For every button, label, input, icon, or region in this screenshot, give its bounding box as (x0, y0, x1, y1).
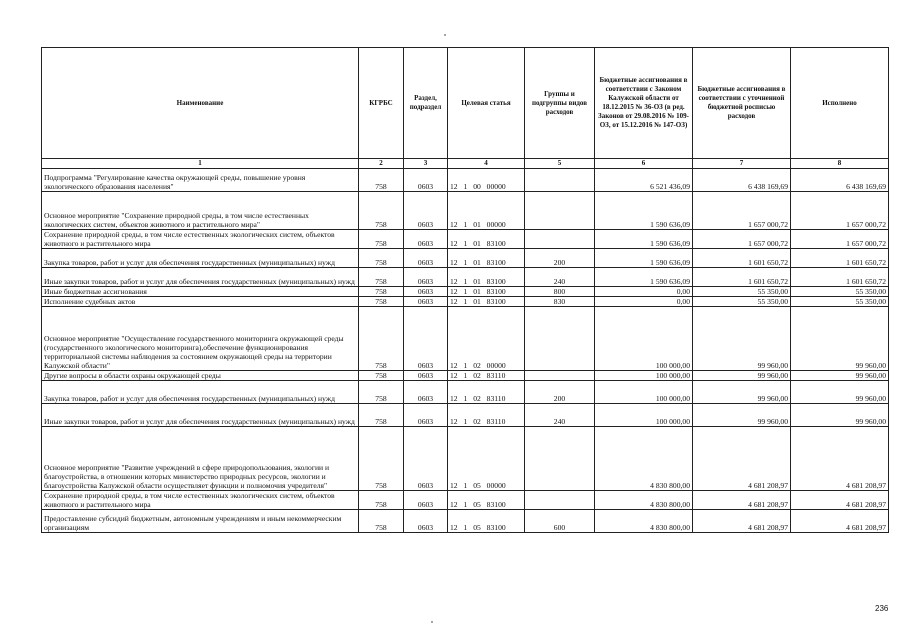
row-law-amount: 0,00 (595, 287, 693, 297)
row-target-article: 12 1 02 00000 (448, 307, 525, 371)
row-name: Иные закупки товаров, работ и услуг для обеспечения государственных (муниципальных) нужд (42, 268, 359, 287)
row-name: Исполнение судебных актов (42, 297, 359, 307)
header-refined-allocations: Бюджетные ассигнования в соответствии с уточненной бюджетной росписью расходов (693, 48, 791, 159)
header-expense-groups: Группы и подгруппы видов расходов (525, 48, 595, 159)
row-kgrbs: 758 (359, 491, 404, 510)
row-expense-group (525, 307, 595, 371)
row-razdel: 0603 (404, 404, 448, 427)
row-razdel: 0603 (404, 371, 448, 381)
row-name: Основное мероприятие "Осуществление государственного мониторинга окружающей среды (государственного экологического мониторинга),обеспечение функционирования территориальной системы наблюдения за состоянием окружающей среды на территории Калужской области" (42, 307, 359, 371)
row-target-article: 12 1 05 00000 (448, 427, 525, 491)
row-name: Другие вопросы в области охраны окружающей среды (42, 371, 359, 381)
row-target-article: 12 1 01 83100 (448, 230, 525, 249)
row-executed-amount: 4 681 208,97 (791, 491, 889, 510)
row-target-article: 12 1 02 83110 (448, 404, 525, 427)
header-name: Наименование (42, 48, 359, 159)
row-executed-amount: 55 350,00 (791, 287, 889, 297)
row-razdel: 0603 (404, 510, 448, 533)
row-refined-amount: 99 960,00 (693, 404, 791, 427)
row-executed-amount: 99 960,00 (791, 307, 889, 371)
row-expense-group (525, 371, 595, 381)
row-expense-group: 240 (525, 268, 595, 287)
row-kgrbs: 758 (359, 404, 404, 427)
table-row (42, 427, 889, 491)
row-razdel: 0603 (404, 249, 448, 268)
row-executed-amount: 4 681 208,97 (791, 427, 889, 491)
row-razdel: 0603 (404, 192, 448, 230)
row-kgrbs: 758 (359, 268, 404, 287)
row-kgrbs: 758 (359, 249, 404, 268)
header-kgrbs: КГРБС (359, 48, 404, 159)
row-executed-amount: 1 601 650,72 (791, 268, 889, 287)
row-law-amount: 1 590 636,09 (595, 230, 693, 249)
table-row (42, 404, 889, 427)
row-executed-amount: 1 601 650,72 (791, 249, 889, 268)
row-kgrbs: 758 (359, 381, 404, 404)
row-law-amount: 4 830 800,00 (595, 427, 693, 491)
row-law-amount: 100 000,00 (595, 307, 693, 371)
column-number-row (42, 159, 889, 169)
table-row (42, 381, 889, 404)
row-expense-group: 600 (525, 510, 595, 533)
header-row (42, 48, 889, 159)
row-refined-amount: 99 960,00 (693, 381, 791, 404)
row-name: Предоставление субсидий бюджетным, автономным учреждениям и иным некоммерческим организациям (42, 510, 359, 533)
row-name: Закупка товаров, работ и услуг для обеспечения государственных (муниципальных) нужд (42, 249, 359, 268)
scan-speck (431, 621, 433, 623)
row-target-article: 12 1 00 00000 (448, 169, 525, 192)
row-law-amount: 1 590 636,09 (595, 192, 693, 230)
row-executed-amount: 1 657 000,72 (791, 230, 889, 249)
row-name: Основное мероприятие "Сохранение природной среды, в том числе естественных экологических систем, объектов животного и растительного мира" (42, 192, 359, 230)
row-razdel: 0603 (404, 381, 448, 404)
row-kgrbs: 758 (359, 169, 404, 192)
column-number: 8 (791, 159, 889, 169)
row-target-article: 12 1 01 83100 (448, 297, 525, 307)
table-row (42, 287, 889, 297)
row-law-amount: 4 830 800,00 (595, 491, 693, 510)
row-razdel: 0603 (404, 268, 448, 287)
row-law-amount: 100 000,00 (595, 404, 693, 427)
row-kgrbs: 758 (359, 371, 404, 381)
row-law-amount: 6 521 436,09 (595, 169, 693, 192)
row-kgrbs: 758 (359, 427, 404, 491)
row-refined-amount: 6 438 169,69 (693, 169, 791, 192)
scan-speck (444, 34, 446, 36)
table-row (42, 307, 889, 371)
table-row (42, 268, 889, 287)
page-number: 236 (875, 604, 889, 613)
row-target-article: 12 1 02 83110 (448, 371, 525, 381)
header-target-article: Целевая статья (448, 48, 525, 159)
row-expense-group: 830 (525, 297, 595, 307)
row-name: Закупка товаров, работ и услуг для обеспечения государственных (муниципальных) нужд (42, 381, 359, 404)
row-executed-amount: 55 350,00 (791, 297, 889, 307)
row-expense-group: 240 (525, 404, 595, 427)
column-number: 5 (525, 159, 595, 169)
row-refined-amount: 1 601 650,72 (693, 249, 791, 268)
row-name: Иные закупки товаров, работ и услуг для обеспечения государственных (муниципальных) нужд (42, 404, 359, 427)
column-number: 6 (595, 159, 693, 169)
row-law-amount: 100 000,00 (595, 371, 693, 381)
table-row (42, 230, 889, 249)
table-row (42, 169, 889, 192)
column-number: 2 (359, 159, 404, 169)
row-law-amount: 0,00 (595, 297, 693, 307)
table-row (42, 491, 889, 510)
row-expense-group: 200 (525, 381, 595, 404)
row-kgrbs: 758 (359, 192, 404, 230)
column-number: 3 (404, 159, 448, 169)
row-expense-group (525, 230, 595, 249)
row-refined-amount: 99 960,00 (693, 307, 791, 371)
row-target-article: 12 1 01 83100 (448, 249, 525, 268)
row-razdel: 0603 (404, 307, 448, 371)
row-kgrbs: 758 (359, 307, 404, 371)
column-number: 4 (448, 159, 525, 169)
row-refined-amount: 1 657 000,72 (693, 230, 791, 249)
row-razdel: 0603 (404, 230, 448, 249)
table-row (42, 192, 889, 230)
row-refined-amount: 4 681 208,97 (693, 510, 791, 533)
row-kgrbs: 758 (359, 510, 404, 533)
row-razdel: 0603 (404, 297, 448, 307)
row-razdel: 0603 (404, 169, 448, 192)
row-executed-amount: 99 960,00 (791, 371, 889, 381)
column-number: 7 (693, 159, 791, 169)
row-executed-amount: 1 657 000,72 (791, 192, 889, 230)
row-expense-group: 200 (525, 249, 595, 268)
row-name: Иные бюджетные ассигнования (42, 287, 359, 297)
row-name: Сохранение природной среды, в том числе естественных экологических систем, объектов животного и растительного мира (42, 491, 359, 510)
row-razdel: 0603 (404, 287, 448, 297)
row-refined-amount: 1 601 650,72 (693, 268, 791, 287)
row-executed-amount: 99 960,00 (791, 404, 889, 427)
row-razdel: 0603 (404, 427, 448, 491)
table-row (42, 297, 889, 307)
row-expense-group (525, 491, 595, 510)
table-row (42, 371, 889, 381)
row-executed-amount: 99 960,00 (791, 381, 889, 404)
row-target-article: 12 1 01 00000 (448, 192, 525, 230)
table-row (42, 249, 889, 268)
row-refined-amount: 55 350,00 (693, 287, 791, 297)
row-expense-group (525, 427, 595, 491)
header-law-allocations: Бюджетные ассигнования в соответствии с Законом Калужской области от 18.12.2015 № 36-ОЗ (в ред. Законов от 29.08.2016 № 109-ОЗ, от 15.12.2016 № 147-ОЗ) (595, 48, 693, 159)
row-executed-amount: 4 681 208,97 (791, 510, 889, 533)
header-executed: Исполнено (791, 48, 889, 159)
row-name: Основное мероприятие "Развитие учреждений в сфере природопользования, экологии и благоустройства, в отношении которых министерство природных ресурсов, экологии и благоустройства Калужской области осуществляет функции и полномочия учредителя" (42, 427, 359, 491)
row-razdel: 0603 (404, 491, 448, 510)
column-number: 1 (42, 159, 359, 169)
row-refined-amount: 99 960,00 (693, 371, 791, 381)
row-expense-group (525, 192, 595, 230)
row-target-article: 12 1 05 83100 (448, 510, 525, 533)
row-name: Сохранение природной среды, в том числе естественных экологических систем, объектов животного и растительного мира (42, 230, 359, 249)
row-refined-amount: 55 350,00 (693, 297, 791, 307)
row-kgrbs: 758 (359, 230, 404, 249)
row-expense-group: 800 (525, 287, 595, 297)
row-expense-group (525, 169, 595, 192)
row-kgrbs: 758 (359, 287, 404, 297)
row-law-amount: 1 590 636,09 (595, 268, 693, 287)
row-name: Подпрограмма "Регулирование качества окружающей среды, повышение уровня экологического образования населения" (42, 169, 359, 192)
row-kgrbs: 758 (359, 297, 404, 307)
row-law-amount: 1 590 636,09 (595, 249, 693, 268)
row-target-article: 12 1 02 83110 (448, 381, 525, 404)
row-law-amount: 100 000,00 (595, 381, 693, 404)
table-row (42, 510, 889, 533)
row-target-article: 12 1 01 83100 (448, 287, 525, 297)
budget-table (41, 47, 889, 533)
row-executed-amount: 6 438 169,69 (791, 169, 889, 192)
row-law-amount: 4 830 800,00 (595, 510, 693, 533)
row-refined-amount: 4 681 208,97 (693, 491, 791, 510)
row-target-article: 12 1 05 83100 (448, 491, 525, 510)
row-refined-amount: 4 681 208,97 (693, 427, 791, 491)
row-refined-amount: 1 657 000,72 (693, 192, 791, 230)
header-razdel: Раздел, подраздел (404, 48, 448, 159)
row-target-article: 12 1 01 83100 (448, 268, 525, 287)
